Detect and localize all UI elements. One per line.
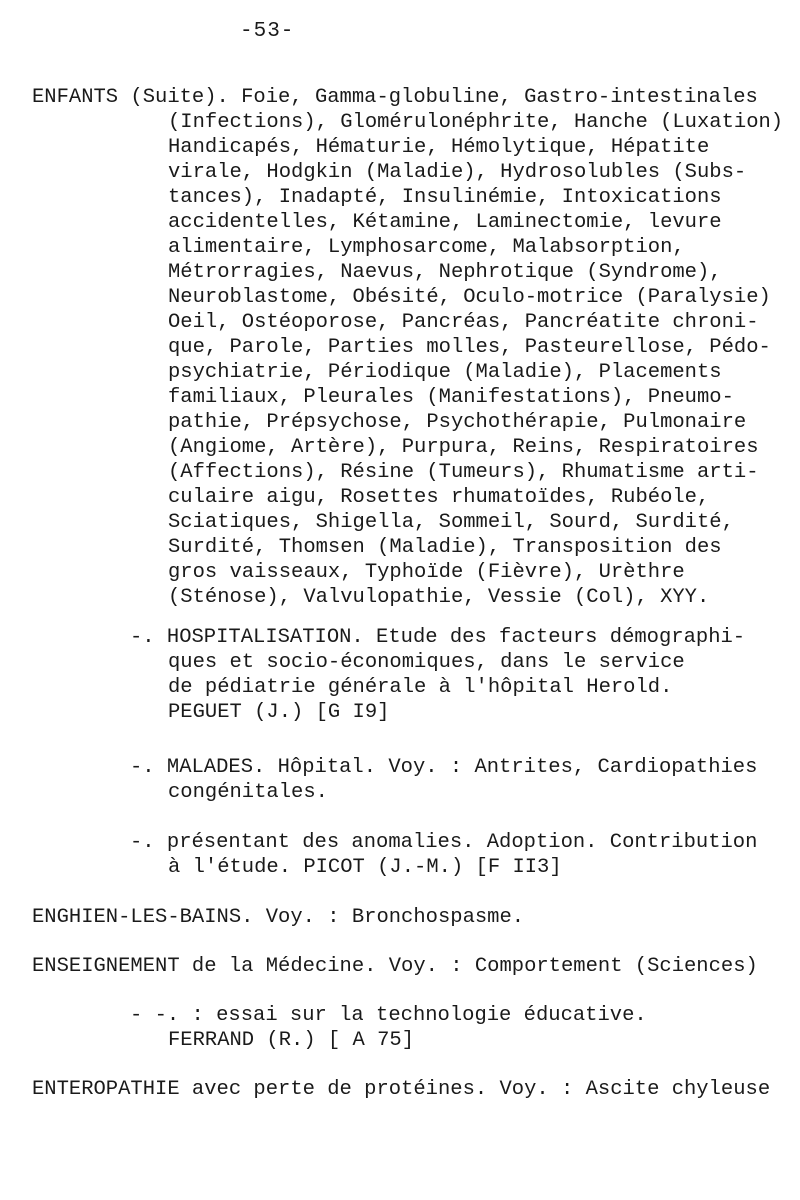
entry-line: Handicapés, Hématurie, Hémolytique, Hépatite: [168, 136, 710, 159]
entry-line: -. MALADES. Hôpital. Voy. : Antrites, Cardiopathies: [130, 756, 758, 779]
entry-line: Oeil, Ostéoporose, Pancréas, Pancréatite chroni-: [168, 311, 759, 334]
entry-line: tances), Inadapté, Insulinémie, Intoxications: [168, 186, 722, 209]
entry-line: que, Parole, Parties molles, Pasteurellose, Pédo-: [168, 336, 771, 359]
entry-line: (Sténose), Valvulopathie, Vessie (Col), XYY.: [168, 586, 710, 609]
entry-line: ques et socio-économiques, dans le service: [168, 651, 685, 674]
entry-line: -. HOSPITALISATION. Etude des facteurs démographi-: [130, 626, 746, 649]
entry-line: virale, Hodgkin (Maladie), Hydrosolubles (Subs-: [168, 161, 747, 184]
entry-line: -. présentant des anomalies. Adoption. Contribution: [130, 831, 758, 854]
entry-line: pathie, Prépsychose, Psychothérapie, Pulmonaire: [168, 411, 747, 434]
entry-line: gros vaisseaux, Typhoïde (Fièvre), Urèthre: [168, 561, 685, 584]
entry-line: familiaux, Pleurales (Manifestations), Pneumo-: [168, 386, 734, 409]
entry-line: Métrorragies, Naevus, Nephrotique (Syndrome),: [168, 261, 722, 284]
page-number: -53-: [240, 20, 295, 43]
entry-line: Neuroblastome, Obésité, Oculo-motrice (Paralysie): [168, 286, 771, 309]
entry-line: (Angiome, Artère), Purpura, Reins, Respiratoires: [168, 436, 759, 459]
entry-line: culaire aigu, Rosettes rhumatoïdes, Rubéole,: [168, 486, 710, 509]
entry-line: congénitales.: [168, 781, 328, 804]
entry-line: Surdité, Thomsen (Maladie), Transposition des: [168, 536, 722, 559]
entry-line: psychiatrie, Périodique (Maladie), Placements: [168, 361, 722, 384]
entry-line: accidentelles, Kétamine, Laminectomie, levure: [168, 211, 722, 234]
entry-line: ENTEROPATHIE avec perte de protéines. Voy. : Ascite chyleuse: [32, 1078, 771, 1101]
entry-line: ENSEIGNEMENT de la Médecine. Voy. : Comportement (Sciences): [32, 955, 758, 978]
entry-line: alimentaire, Lymphosarcome, Malabsorption,: [168, 236, 685, 259]
entry-line: - -. : essai sur la technologie éducative.: [130, 1004, 647, 1027]
entry-line: ENGHIEN-LES-BAINS. Voy. : Bronchospasme.: [32, 906, 525, 929]
entry-line: (Infections), Glomérulonéphrite, Hanche (Luxation): [168, 111, 784, 134]
entry-line: ENFANTS (Suite). Foie, Gamma-globuline, Gastro-intestinales: [32, 86, 758, 109]
entry-line: FERRAND (R.) [ A 75]: [168, 1029, 415, 1052]
entry-line: PEGUET (J.) [G I9]: [168, 701, 390, 724]
entry-line: de pédiatrie générale à l'hôpital Herold.: [168, 676, 673, 699]
entry-line: à l'étude. PICOT (J.-M.) [F II3]: [168, 856, 562, 879]
entry-line: Sciatiques, Shigella, Sommeil, Sourd, Surdité,: [168, 511, 734, 534]
entry-line: (Affections), Résine (Tumeurs), Rhumatisme arti-: [168, 461, 759, 484]
